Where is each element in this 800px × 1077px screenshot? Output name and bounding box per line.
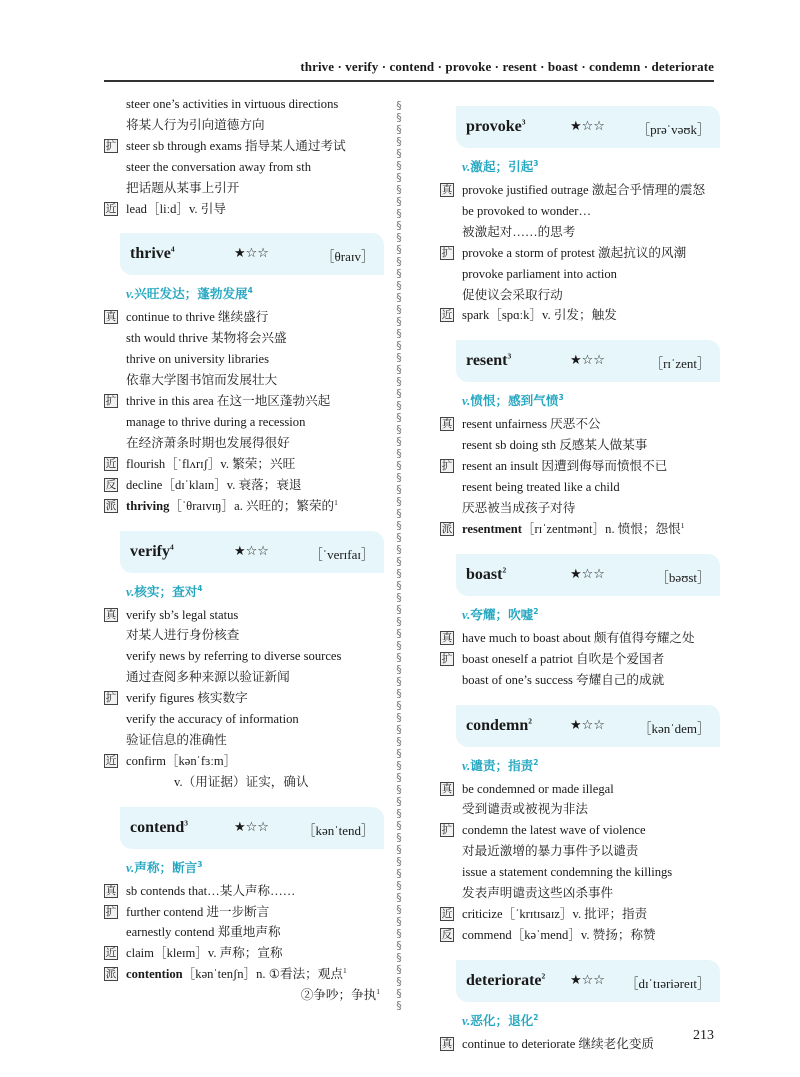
difficulty-stars: ★☆☆ bbox=[570, 119, 605, 134]
headword: deteriorate$^2$ bbox=[466, 971, 546, 989]
entry-line: 派 thriving［ˈθraɪvɪŋ］a. 兴旺的；繁荣的$^1$ bbox=[105, 497, 338, 513]
headword-box-deteriorate bbox=[456, 960, 720, 1002]
entry-line: steer one’s activities in virtuous directions bbox=[126, 97, 339, 111]
entry-line: 扩 provoke a storm of protest 激起抗议的风潮 bbox=[441, 245, 687, 260]
pronunciation: ［ˈverɪfaɪ］ bbox=[309, 546, 374, 562]
headword-box-boast bbox=[456, 554, 720, 596]
page-number: 213 bbox=[693, 1028, 714, 1043]
sense-label: v.夸耀；吹嘘$^2$ bbox=[462, 606, 539, 622]
headword-box-provoke bbox=[456, 106, 720, 148]
entry-line: 扩 boast oneself a patriot 自吹是个爱国者 bbox=[441, 651, 665, 666]
extend-mark: 扩 bbox=[441, 824, 453, 837]
entry-line: 依靠大学图书馆而发展壮大 bbox=[126, 373, 278, 388]
entry-line: boast of one’s success 夸耀自己的成就 bbox=[462, 672, 665, 687]
headword: resent$^3$ bbox=[466, 352, 512, 370]
sense-label: v.兴旺发达；蓬勃发展$^4$ bbox=[126, 286, 253, 302]
antonym-mark: 反 bbox=[105, 478, 117, 491]
example-mark: 真 bbox=[441, 184, 453, 196]
entry-line: 将某人行为引向道德方向 bbox=[126, 117, 265, 132]
left-column bbox=[104, 94, 384, 1006]
headword: verify$^4$ bbox=[130, 542, 174, 560]
difficulty-stars: ★☆☆ bbox=[234, 543, 269, 559]
entry-line: 真 continue to thrive 继续盛行 bbox=[105, 310, 269, 325]
entry-line: 近 claim［kleɪm］v. 声称；宣称 bbox=[105, 946, 283, 961]
example-mark: 真 bbox=[441, 1037, 453, 1050]
entry-line: resent being treated like a child bbox=[462, 480, 620, 495]
difficulty-stars: ★☆☆ bbox=[570, 353, 605, 369]
entry-line: 近 lead［liːd］v. 引导 bbox=[105, 201, 226, 216]
derived-mark: 派 bbox=[105, 499, 117, 512]
extend-mark: 扩 bbox=[105, 905, 117, 918]
entry-line: 扩 condemn the latest wave of violence bbox=[441, 823, 646, 838]
entry-line: 近 flourish［ˈflʌrɪʃ］v. 繁荣；兴旺 bbox=[105, 456, 296, 471]
extend-mark: 扩 bbox=[105, 692, 117, 705]
sense-label: v.声称；断言$^3$ bbox=[126, 859, 203, 875]
entry-line: manage to thrive during a recession bbox=[126, 414, 306, 429]
entry-line: v.（用证据）证实，确认 bbox=[174, 774, 309, 789]
header-rule bbox=[104, 80, 714, 82]
sense-label: v.恶化；退化$^2$ bbox=[462, 1012, 539, 1028]
synonym-mark: 近 bbox=[105, 947, 117, 960]
difficulty-stars: ★☆☆ bbox=[234, 246, 269, 262]
synonym-mark: 近 bbox=[105, 202, 117, 215]
entry-line: 把话题从某事上引开 bbox=[126, 180, 240, 195]
extend-mark: 扩 bbox=[441, 652, 453, 665]
entry-line: 近 confirm［kənˈfɜːm］ bbox=[105, 753, 237, 768]
pronunciation: ［kənˈdem］ bbox=[638, 720, 710, 736]
extend-mark: 扩 bbox=[105, 395, 117, 408]
entry-line: verify news by referring to diverse sources bbox=[126, 649, 342, 664]
entry-line: 被激起对……的思考 bbox=[462, 224, 576, 239]
entry-line: issue a statement condemning the killings bbox=[462, 865, 673, 880]
sense-label: v.谴责；指责$^2$ bbox=[462, 757, 539, 773]
derived-mark: 派 bbox=[105, 968, 117, 981]
difficulty-stars: ★☆☆ bbox=[234, 819, 269, 835]
example-mark: 真 bbox=[105, 608, 117, 621]
difficulty-stars: ★☆☆ bbox=[570, 972, 605, 988]
entry-line: 派 resentment［rɪˈzentmənt］n. 愤恨；怨恨$^1$ bbox=[441, 520, 685, 536]
entry-line: 真 provoke justified outrage 激起合乎情理的震怒 bbox=[441, 183, 706, 197]
entry-line: 受到谴责或被视为非法 bbox=[462, 802, 588, 817]
entry-line: sth would thrive 某物将会兴盛 bbox=[126, 331, 287, 346]
extend-mark: 扩 bbox=[441, 246, 453, 259]
headword: thrive$^4$ bbox=[130, 245, 175, 263]
entry-line: 反 commend［kəˈmend］v. 赞扬；称赞 bbox=[441, 927, 656, 942]
pronunciation: ［kənˈtend］ bbox=[302, 822, 374, 838]
sense-label: v.核实；查对$^4$ bbox=[126, 583, 203, 599]
example-mark: 真 bbox=[441, 631, 453, 644]
entry-line: ②争吵；争执$^1$ bbox=[300, 987, 380, 1003]
synonym-mark: 近 bbox=[441, 309, 453, 322]
entry-line: 对最近激增的暴力事件予以谴责 bbox=[462, 844, 639, 859]
headword-box-resent bbox=[456, 340, 720, 382]
example-mark: 真 bbox=[441, 782, 453, 795]
entry-line: 扩 verify figures 核实数字 bbox=[105, 691, 248, 706]
difficulty-stars: ★☆☆ bbox=[570, 566, 605, 582]
entry-line: 真 be condemned or made illegal bbox=[441, 781, 614, 796]
antonym-mark: 反 bbox=[441, 928, 453, 941]
entry-line: 扩 thrive in this area 在这一地区蓬勃兴起 bbox=[105, 394, 331, 409]
entry-line: 发表声明谴责这些凶杀事件 bbox=[462, 886, 614, 901]
headword-box-thrive bbox=[120, 233, 384, 275]
extend-mark: 扩 bbox=[441, 460, 453, 473]
difficulty-stars: ★☆☆ bbox=[570, 717, 605, 733]
entry-line: 真 sb contends that…某人声称…… bbox=[105, 883, 296, 898]
entry-line: 扩 further contend 进一步断言 bbox=[105, 904, 270, 919]
entry-line: 真 have much to boast about 颇有值得夸耀之处 bbox=[441, 630, 695, 645]
synonym-mark: 近 bbox=[105, 457, 117, 470]
pronunciation: ［dɪˈtɪəriəreɪt］ bbox=[625, 975, 710, 991]
entry-line: steer the conversation away from sth bbox=[126, 159, 311, 174]
entry-line: 真 verify sb’s legal status bbox=[105, 607, 239, 622]
entry-line: 派 contention［kənˈtenʃn］n. ①看法；观点$^1$ bbox=[105, 966, 347, 982]
pronunciation: ［rɪˈzent］ bbox=[650, 356, 710, 372]
entry-line: verify the accuracy of information bbox=[126, 712, 299, 727]
entry-line: resent sb doing sth 反感某人做某事 bbox=[462, 438, 648, 453]
sense-label: v.激起；引起$^3$ bbox=[462, 158, 539, 174]
headword-box-verify bbox=[120, 531, 384, 573]
sense-label: v.愤恨；感到气愤$^3$ bbox=[462, 393, 564, 409]
synonym-mark: 近 bbox=[441, 907, 453, 920]
entry-line: be provoked to wonder… bbox=[462, 203, 592, 218]
right-column bbox=[440, 94, 720, 1055]
headword: boast$^2$ bbox=[466, 565, 507, 583]
derived-mark: 派 bbox=[441, 522, 453, 535]
entry-line: provoke parliament into action bbox=[462, 266, 617, 281]
running-header: thrive · verify · contend · provoke · resent · boast · condemn · deteriorate bbox=[300, 59, 714, 74]
pronunciation: ［θraɪv］ bbox=[321, 249, 374, 265]
headword: provoke$^3$ bbox=[466, 117, 526, 135]
entry-line: 真 resent unfairness 厌恶不公 bbox=[441, 417, 601, 432]
entry-line: 近 criticize［ˈkrɪtɪsaɪz］v. 批评；指责 bbox=[441, 906, 648, 921]
entry-line: 反 decline［dɪˈklaɪn］v. 衰落；衰退 bbox=[105, 477, 302, 492]
example-mark: 真 bbox=[441, 418, 453, 431]
example-mark: 真 bbox=[105, 311, 117, 324]
entry-line: 扩 resent an insult 因遭到侮辱而愤恨不已 bbox=[441, 459, 668, 474]
entry-line: 真 continue to deteriorate 继续老化变质 bbox=[441, 1036, 655, 1051]
entry-line: 验证信息的准确性 bbox=[126, 732, 227, 747]
entry-line: 扩 steer sb through exams 指导某人通过考试 bbox=[105, 138, 346, 153]
entry-line: 在经济萧条时期也发展得很好 bbox=[126, 435, 290, 450]
entry-line: thrive on university libraries bbox=[126, 352, 270, 367]
headword-box-condemn bbox=[456, 705, 720, 747]
synonym-mark: 近 bbox=[105, 754, 117, 767]
pronunciation: ［prəˈvəʊk］ bbox=[637, 122, 710, 137]
column-divider: § § § § § § § § § § § § § § § § § § § § § § § § § § § § § § § § § § § § § § § § § § § § § § § § § § § § § § § § § § § § § § § § § § § § § § § § § § § § bbox=[396, 99, 402, 1012]
pronunciation: ［bəʊst］ bbox=[655, 569, 710, 585]
entry-line: 厌恶被当成孩子对待 bbox=[462, 500, 576, 515]
extend-mark: 扩 bbox=[105, 139, 117, 152]
entry-line: 促使议会采取行动 bbox=[462, 287, 563, 302]
entry-line: earnestly contend 郑重地声称 bbox=[126, 925, 281, 940]
entry-line: 通过查阅多种来源以验证新闻 bbox=[126, 670, 290, 685]
entry-line: 对某人进行身份核查 bbox=[126, 628, 240, 643]
example-mark: 真 bbox=[105, 884, 117, 897]
entry-line: 近 spark［spɑːk］v. 引发；触发 bbox=[441, 308, 617, 323]
headword: condemn$^2$ bbox=[466, 716, 532, 734]
headword-box-contend bbox=[120, 807, 384, 849]
headword: contend$^3$ bbox=[130, 818, 188, 836]
